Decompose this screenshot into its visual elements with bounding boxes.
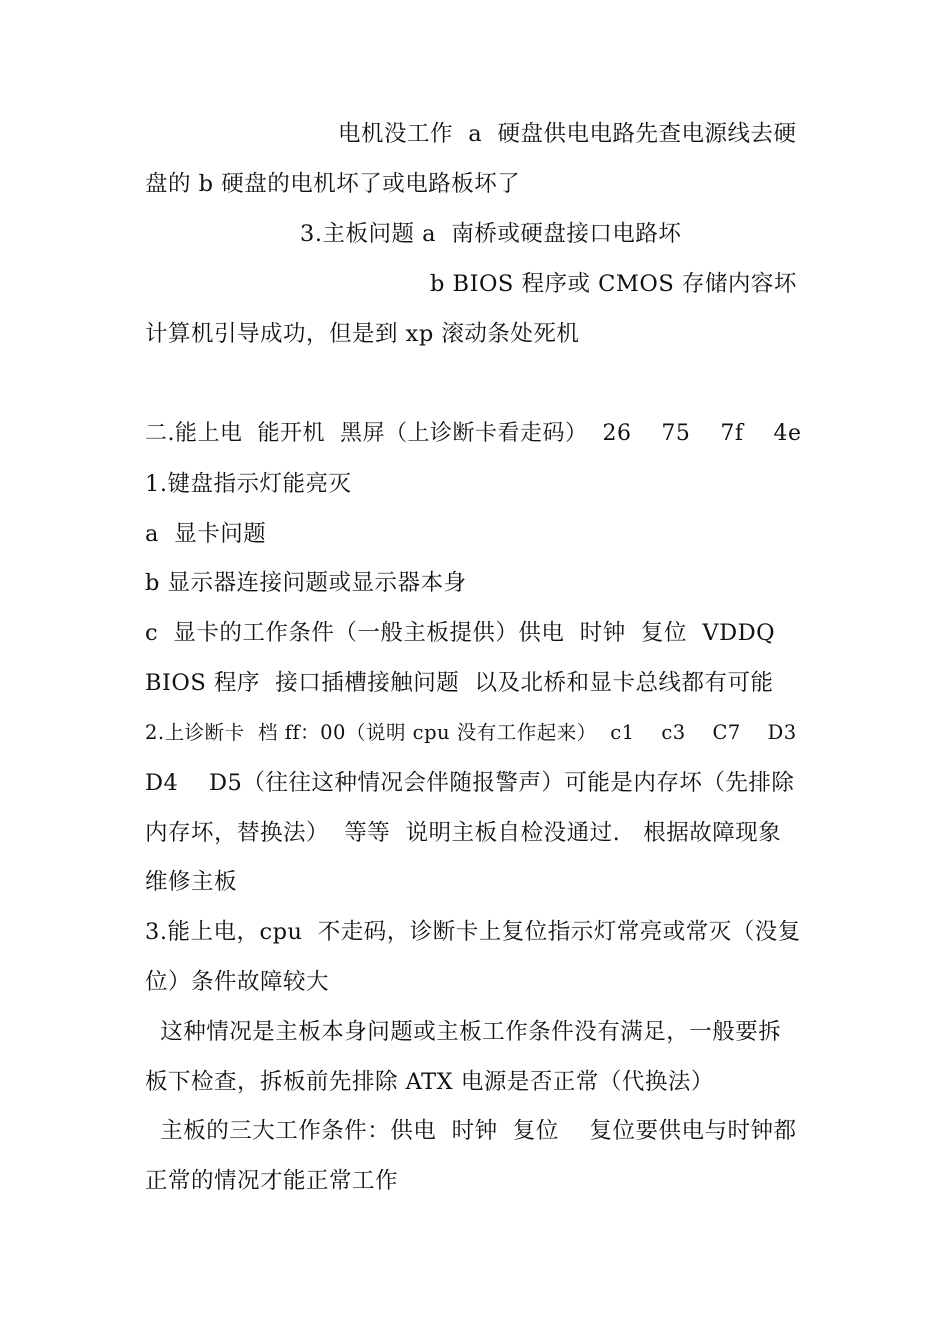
text-line: 正常的情况才能正常工作 (145, 1168, 399, 1194)
text-line: 位）条件故障较大 (145, 969, 330, 995)
text-line: b BIOS 程序或 CMOS 存储内容坏 (430, 271, 797, 297)
text-line: 电机没工作 a 硬盘供电电路先查电源线去硬 (338, 121, 797, 147)
text-line: b 显示器连接问题或显示器本身 (145, 570, 467, 596)
text-line: 主板的三大工作条件：供电 时钟 复位 复位要供电与时钟都 (145, 1118, 797, 1144)
section-heading: 二.能上电 能开机 黑屏（上诊断卡看走码） 26 75 7f 4e (145, 421, 802, 446)
text-line: 这种情况是主板本身问题或主板工作条件没有满足，一般要拆 (145, 1019, 782, 1045)
text-line: 1.键盘指示灯能亮灭 (145, 471, 352, 497)
text-line: 计算机引导成功，但是到 xp 滚动条处死机 (145, 321, 580, 347)
text-line: 板下检查，拆板前先排除 ATX 电源是否正常（代换法） (145, 1069, 714, 1095)
text-line: 盘的 b 硬盘的电机坏了或电路板坏了 (145, 171, 521, 197)
text-line: 内存坏，替换法） 等等 说明主板自检没通过. 根据故障现象 (145, 820, 782, 846)
text-line: c 显卡的工作条件（一般主板提供）供电 时钟 复位 VDDQ (145, 620, 776, 646)
text-line: a 显卡问题 (145, 521, 267, 547)
text-line: 2.上诊断卡 档 ff：00（说明 cpu 没有工作起来） c1 c3 C7 D3 (145, 721, 797, 744)
text-line: BIOS 程序 接口插槽接触问题 以及北桥和显卡总线都有可能 (145, 670, 774, 696)
text-line: D4 D5（往往这种情况会伴随报警声）可能是内存坏（先排除 (145, 770, 795, 796)
text-line: 3.主板问题 a 南桥或硬盘接口电路坏 (300, 221, 682, 247)
text-line: 3.能上电，cpu 不走码，诊断卡上复位指示灯常亮或常灭（没复 (145, 919, 801, 945)
text-line: 维修主板 (145, 869, 238, 895)
